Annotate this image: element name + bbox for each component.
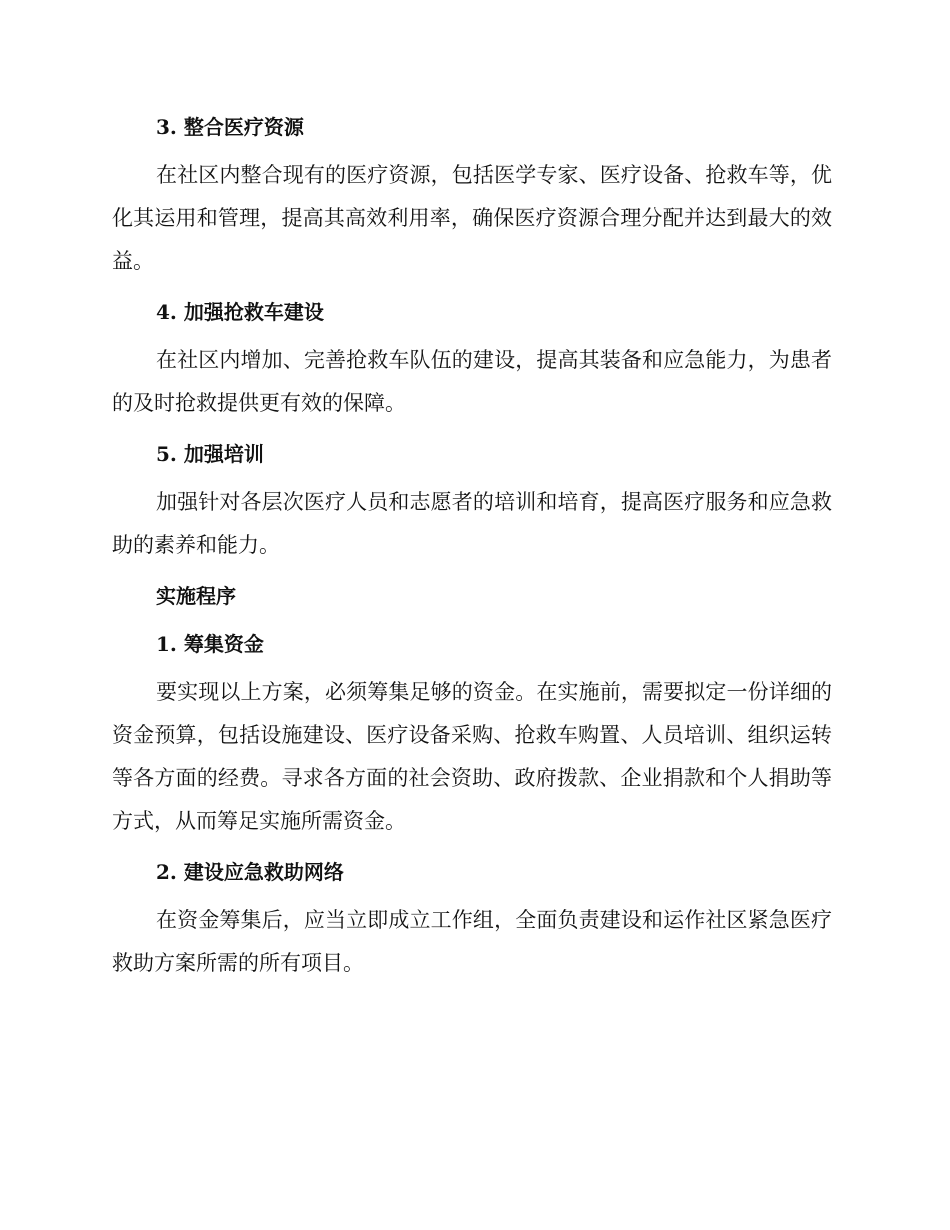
document-body <box>112 108 832 985</box>
section-paragraph-training: 加强针对各层次医疗人员和志愿者的培训和培育，提高医疗服务和应急救助的素养和能力。 <box>112 490 832 557</box>
section-paragraph-raise-funds: 要实现以上方案，必须筹集足够的资金。在实施前，需要拟定一份详细的资金预算，包括设施建设、医疗设备采购、抢救车购置、人员培训、组织运转等各方面的经费。寻求各方面的社会资助、政府拨款、企业捐款和个人捐助等方式，从而筹足实施所需资金。 <box>112 680 832 833</box>
section-heading-implementation: 实施程序 <box>156 584 236 608</box>
section-paragraph-integrate-resources: 在社区内整合现有的医疗资源，包括医学专家、医疗设备、抢救车等，优化其运用和管理，提高其高效利用率，确保医疗资源合理分配并达到最大的效益。 <box>112 163 832 273</box>
section-paragraph-emergency-network: 在资金筹集后，应当立即成立工作组，全面负责建设和运作社区紧急医疗救助方案所需的所有项目。 <box>112 908 832 975</box>
section-heading-raise-funds: 1. 筹集资金 <box>156 632 264 656</box>
section-heading-integrate-resources: 3. 整合医疗资源 <box>156 115 304 139</box>
section-heading-emergency-network: 2. 建设应急救助网络 <box>156 860 344 884</box>
section-paragraph-ambulance-construction: 在社区内增加、完善抢救车队伍的建设，提高其装备和应急能力，为患者的及时抢救提供更有效的保障。 <box>112 348 832 415</box>
section-heading-training: 5. 加强培训 <box>156 442 264 466</box>
section-heading-ambulance-construction: 4. 加强抢救车建设 <box>156 300 324 324</box>
